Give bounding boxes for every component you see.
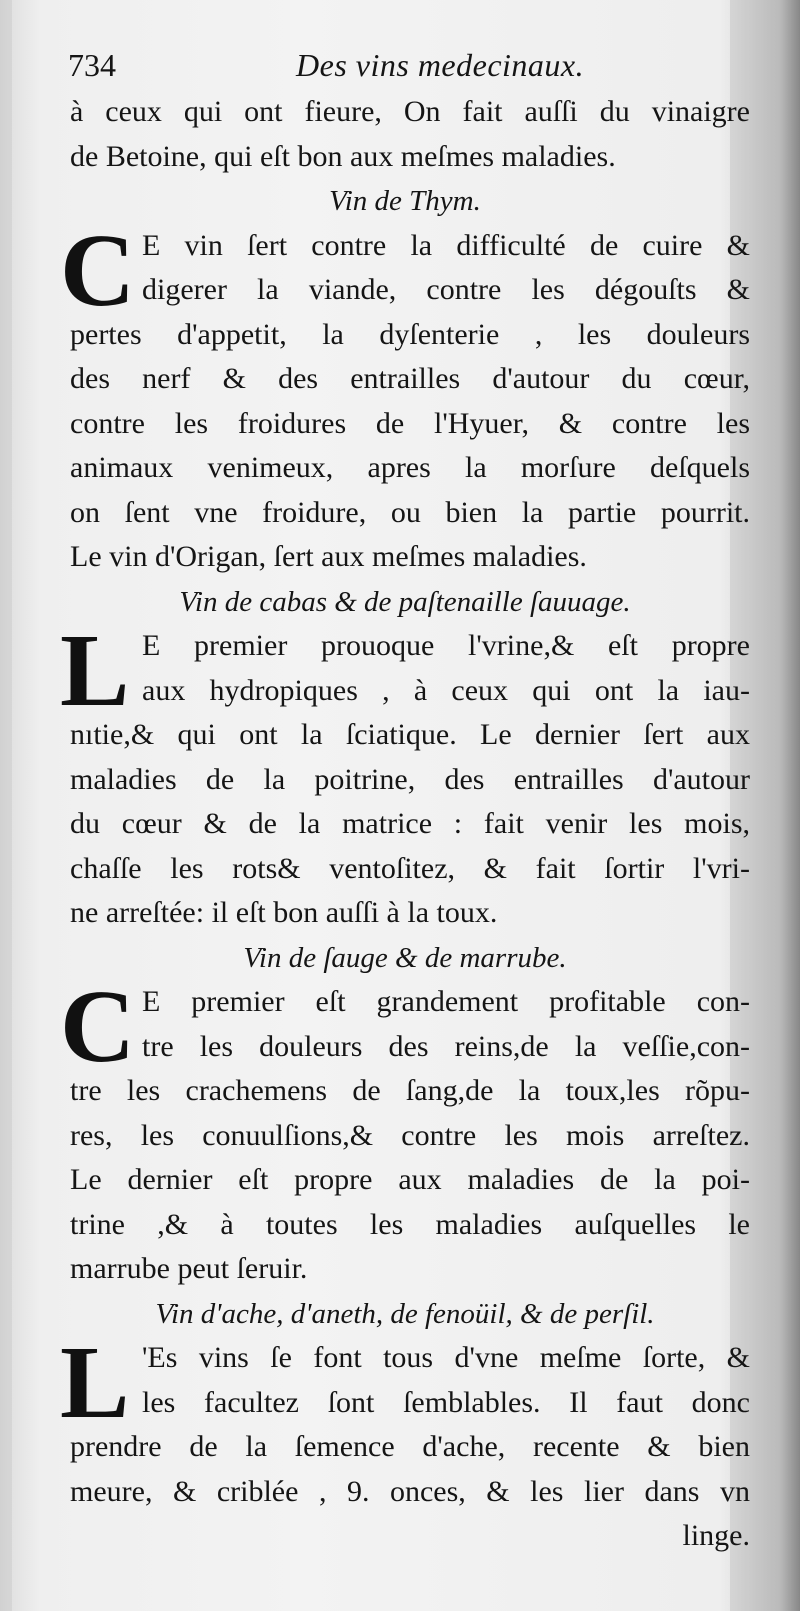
text-line: tre les crachemens de ſang,de la toux,les rõpu- [70,1074,750,1107]
text-line: nıtie,& qui ont la ſciatique. Le dernier ſert aux [70,718,750,751]
text-line: tre les douleurs des reins,de la veſſie,con- [142,1029,750,1063]
running-title: Des vins medecinaux. [296,47,585,83]
running-header [60,40,750,90]
page-number: 734 [68,47,116,83]
text-line: des nerf & des entrailles d'autour du cœur, [70,362,750,395]
paragraph [60,1325,750,1514]
drop-cap: C [60,969,136,1084]
text-line: du cœur & de la matrice : fait venir les mois, [70,807,750,840]
text-line: E premier prouoque l'vrine,& eſt propre [142,629,750,662]
drop-cap: C [60,212,136,328]
text-line: meure, & criblée , 9. onces, & les lier dans vn [70,1474,750,1508]
text-line: E premier eſt grandement profitable con- [142,985,750,1018]
text-line: à ceux qui ont fieure, On fait auſſi du vinaigre [70,95,750,128]
text-line: trine ,& à toutes les maladies auſquelles le [70,1207,750,1241]
drop-cap: L [60,613,130,728]
text-line: E vin ſert contre la difficulté de cuire & [142,228,750,262]
text-line: contre les froidures de l'Hyuer, & contre les [70,406,750,440]
text-line: ne arreſtée: il eſt bon auſſi à la toux. [70,896,498,929]
text-line: animaux venimeux, apres la morſure deſquels [70,451,750,484]
text-line: les facultez ſont ſemblables. Il faut donc [142,1385,750,1419]
text-line: pertes d'appetit, la dyſenterie , les douleurs [70,317,750,351]
drop-cap: L [60,1325,130,1440]
text-line: on ſent vne froidure, ou bien la partie pourrit. [70,495,750,529]
section-heading: Vin de Thym. [329,185,481,217]
section-heading: Vin d'ache, d'aneth, de fenoüil, & de perſil. [155,1297,655,1330]
paragraph [60,212,750,580]
paragraph [60,969,750,1292]
section-heading: Vin de cabas & de paſtenaille ſauuage. [179,585,631,618]
text-line: de Betoine, qui eſt bon aux meſmes maladies. [70,139,616,173]
text-line: marrube peut ſeruir. [70,1252,308,1285]
paragraph [60,613,750,936]
text-line: 'Es vins ſe font tous d'vne meſme ſorte, & [142,1341,750,1374]
text-line: Le dernier eſt propre aux maladies de la poi- [70,1163,750,1196]
catchword: linge. [682,1519,750,1552]
text-line: prendre de la ſemence d'ache, recente & bien [70,1430,750,1463]
section-heading: Vin de ſauge & de marrube. [243,941,567,974]
text-line: maladies de la poitrine, des entrailles d'autour [70,762,750,796]
text-line: digerer la viande, contre les dégouſts & [142,273,750,306]
text-line: aux hydropiques , à ceux qui ont la iau- [142,673,750,707]
text-line: Le vin d'Origan, ſert aux meſmes maladies. [70,540,587,573]
text-line: chaſſe les rots& ventoſitez, & fait ſortir l'vri- [70,851,750,885]
text-line: res, les conuulſions,& contre les mois arreſtez. [70,1118,750,1152]
text-block [60,40,750,1559]
